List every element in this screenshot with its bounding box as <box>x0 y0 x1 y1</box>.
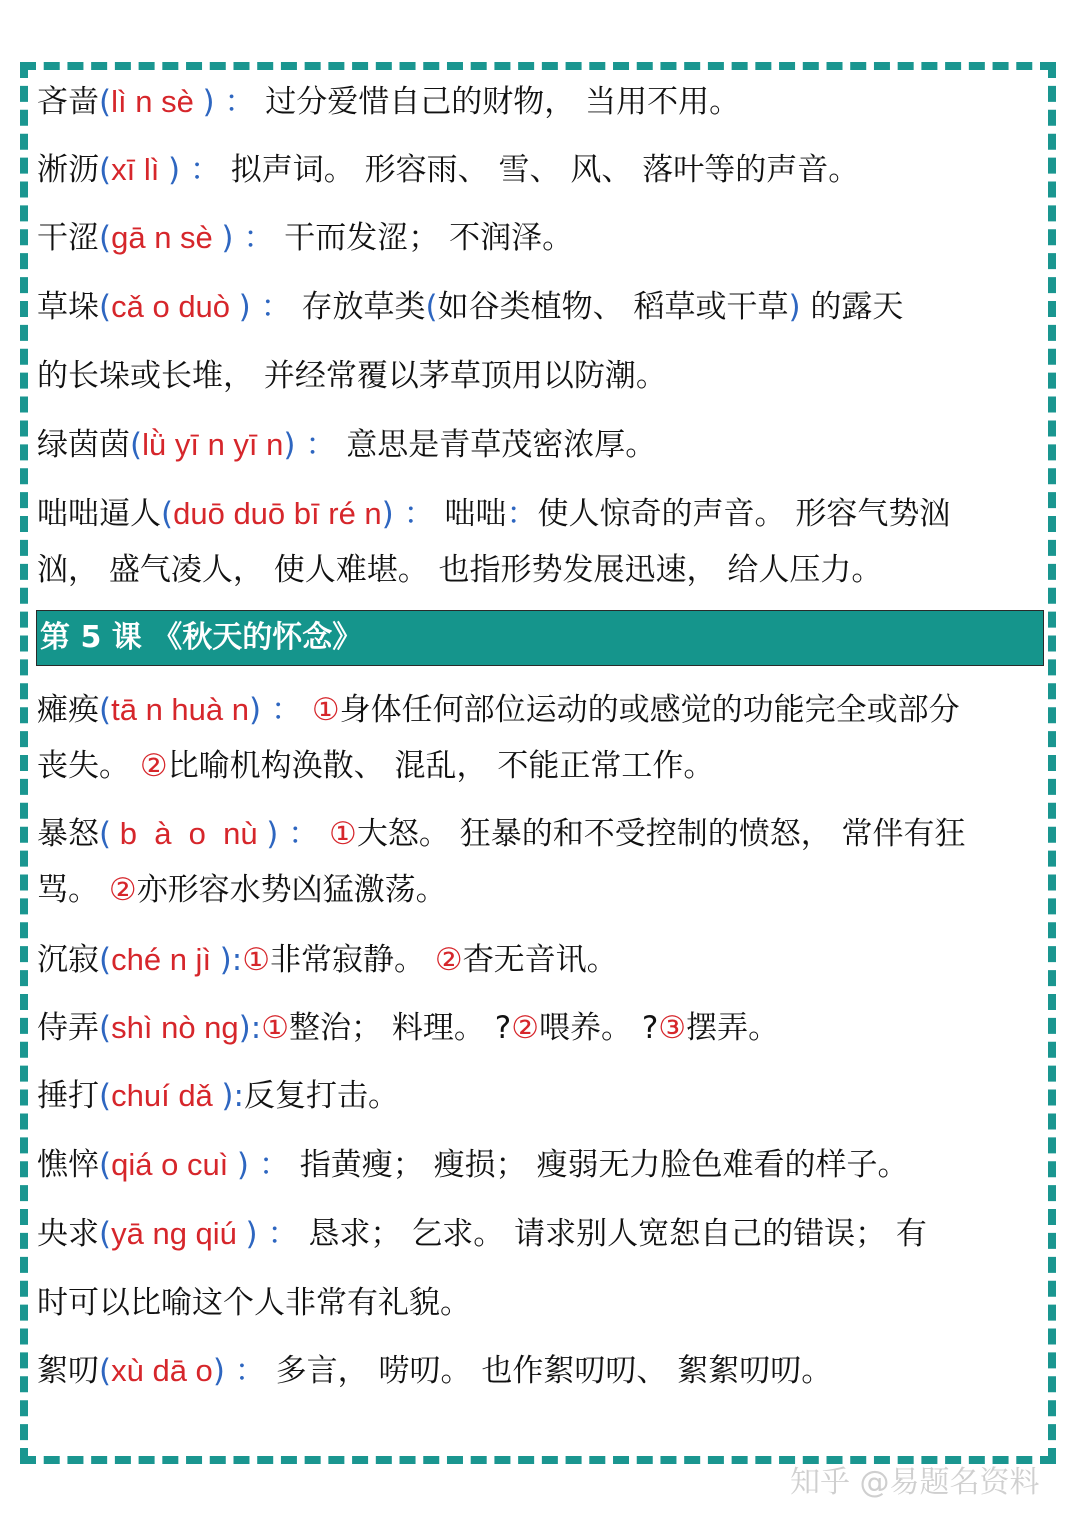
colon: ： <box>278 816 320 852</box>
pinyin: b à o nù <box>111 816 267 851</box>
pinyin: yā ng qiú <box>111 1216 246 1251</box>
paren-open: ( <box>99 1078 112 1114</box>
term: 沉寂 <box>37 942 99 978</box>
sense-text: 喂养。 ? <box>538 1010 659 1046</box>
colon: : <box>233 1078 244 1114</box>
entry-baonu-continuation <box>37 870 447 910</box>
term: 侍弄 <box>37 1010 99 1046</box>
sense-text: 整治； 料理。 ? <box>289 1010 512 1046</box>
pinyin: duō duō bī ré n <box>173 496 382 531</box>
pinyin: xù dā o <box>111 1353 213 1388</box>
definition-paren-close: ) <box>788 289 801 325</box>
term: 暴怒 <box>37 816 99 852</box>
term: 吝啬 <box>37 84 99 120</box>
term: 咄咄逼人 <box>37 496 161 532</box>
term: 草垛 <box>37 289 99 325</box>
paren-close: ) <box>381 496 394 532</box>
colon: ： <box>249 1147 290 1183</box>
paren-close: ) <box>219 942 232 978</box>
paren-open: ( <box>99 1353 112 1389</box>
lesson-heading: 第 5 课 《秋天的怀念》 <box>40 620 363 655</box>
sense-marker: ② <box>511 1010 539 1046</box>
colon: ： <box>233 220 275 256</box>
paren-close: ) <box>283 427 296 463</box>
definition-b: 使人惊奇的声音。 形容气势汹 <box>537 496 951 532</box>
paren-open: ( <box>99 1010 112 1046</box>
colon: ： <box>261 692 302 728</box>
definition: 过分爱惜自己的财物， 当用不用。 <box>265 84 741 120</box>
entry-chenji <box>37 940 618 980</box>
definition: 指黄瘦； 瘦损； 瘦弱无力脸色难看的样子。 <box>299 1147 909 1183</box>
sense-text: 丧失。 <box>37 748 140 784</box>
definition: 恳求； 乞求。 请求别人宽恕自己的错误； 有 <box>308 1216 927 1252</box>
pinyin: qiá o cuì <box>111 1147 237 1182</box>
paren-open: ( <box>99 942 112 978</box>
pinyin: ché n jì <box>111 942 220 977</box>
term: 淅沥 <box>37 152 99 188</box>
paren-close: ) <box>167 152 181 188</box>
definition-colon: ： <box>506 496 538 532</box>
watermark: 知乎 @易题名资料 <box>790 1465 1040 1500</box>
paren-open: ( <box>130 427 143 463</box>
colon: ： <box>295 427 337 463</box>
definition: 反复打击。 <box>243 1078 399 1114</box>
definition: 多言， 唠叨。 也作絮叨叨、 絮絮叨叨。 <box>275 1353 833 1389</box>
sense-text: 杳无音讯。 <box>462 942 618 978</box>
colon: ： <box>250 289 292 325</box>
paren-close: ) <box>202 84 215 120</box>
term: 瘫痪 <box>37 692 99 728</box>
sense-marker: ③ <box>658 1010 687 1046</box>
sense-text: 亦形容水势凶猛激荡。 <box>136 872 447 908</box>
definition-paren-open: ( <box>425 289 438 325</box>
colon: ： <box>180 152 221 188</box>
paren-open: ( <box>99 152 112 188</box>
paren-close: ) <box>266 816 279 852</box>
colon: : <box>231 942 243 978</box>
paren-open: ( <box>99 220 112 256</box>
paren-close: ) <box>221 220 234 256</box>
entry-tanhuan-continuation <box>37 746 714 786</box>
sense-marker: ② <box>108 872 137 908</box>
paren-open: ( <box>99 84 112 120</box>
definition-a: 咄咄 <box>444 496 507 532</box>
pinyin: shì nò ng <box>111 1010 239 1045</box>
lesson-heading-bar <box>36 610 1044 666</box>
colon: ： <box>224 1353 266 1389</box>
sense-marker: ② <box>434 942 463 978</box>
entry-tanhuan <box>37 690 960 730</box>
definition-b: 如谷类植物、 稻草或干草 <box>437 289 789 325</box>
paren-close: ) <box>212 1353 225 1389</box>
sense-marker: ① <box>329 816 357 852</box>
definition-a: 存放草类 <box>301 289 426 325</box>
sense-text: 比喻机构涣散、 混乱， 不能正常工作。 <box>167 748 715 784</box>
term: 憔悴 <box>37 1147 99 1183</box>
paren-open: ( <box>99 1147 112 1183</box>
definition: 拟声词。 形容雨、 雪、 风、 落叶等的声音。 <box>230 152 860 188</box>
paren-close: ) <box>238 289 251 325</box>
entry-duoduobiren-continuation: 汹， 盛气凌人， 使人难堪。 也指形势发展迅速， 给人压力。 <box>37 552 883 588</box>
pinyin: lǜ yī n yī n <box>142 427 284 462</box>
term: 捶打 <box>37 1078 99 1114</box>
paren-close: ) <box>245 1216 258 1252</box>
paren-close: ) <box>236 1147 250 1183</box>
entry-baonu <box>37 814 966 854</box>
sense-text: 骂。 <box>37 872 109 908</box>
paren-open: ( <box>99 1216 112 1252</box>
pinyin: cǎ o duò <box>111 289 239 324</box>
colon: ： <box>214 84 256 120</box>
paren-open: ( <box>99 289 112 325</box>
definition: 意思是青草茂密浓厚。 <box>346 427 657 463</box>
entry-linse <box>37 82 740 122</box>
entry-shinong <box>37 1008 779 1048</box>
sense-marker: ② <box>139 748 168 784</box>
definition-c: 的露天 <box>800 289 904 325</box>
sense-marker: ① <box>242 942 271 978</box>
paren-open: ( <box>99 692 112 728</box>
paren-close: ) <box>221 1078 234 1114</box>
term: 绿茵茵 <box>37 427 130 463</box>
pinyin: xī lì <box>111 152 168 187</box>
paren-close: ) <box>249 692 262 728</box>
entry-xili <box>37 150 859 190</box>
paren-open: ( <box>161 496 174 532</box>
entry-xudao <box>37 1351 832 1391</box>
sense-text: 非常寂静。 <box>270 942 435 978</box>
sense-text: 大怒。 狂暴的和不受控制的愤怒， 常伴有狂 <box>356 816 966 852</box>
colon: ： <box>393 496 435 532</box>
paren-open: ( <box>99 816 112 852</box>
colon: ： <box>257 1216 299 1252</box>
pinyin: tā n huà n <box>111 692 250 727</box>
sense-text: 摆弄。 <box>686 1010 780 1046</box>
pinyin: gā n sè <box>111 220 222 255</box>
colon: : <box>250 1010 262 1046</box>
entry-yangqiu <box>37 1214 927 1254</box>
pinyin: chuí dǎ <box>111 1078 222 1113</box>
sense-marker: ① <box>261 1010 290 1046</box>
entry-caoduo <box>37 287 903 327</box>
entry-caoduo-continuation: 的长垛或长堆， 并经常覆以茅草顶用以防潮。 <box>37 358 667 394</box>
sense-marker: ① <box>311 692 340 728</box>
entry-ganse <box>37 218 573 258</box>
term: 央求 <box>37 1216 99 1252</box>
definition: 干而发涩； 不润泽。 <box>284 220 574 256</box>
paren-close: ) <box>238 1010 251 1046</box>
term: 干涩 <box>37 220 99 256</box>
entry-qiaocui <box>37 1145 908 1185</box>
entry-chuida <box>37 1076 399 1116</box>
term: 絮叨 <box>37 1353 99 1389</box>
entry-lvyinyin <box>37 425 656 465</box>
pinyin: lì n sè <box>111 84 203 119</box>
entry-duoduobiren <box>37 494 950 534</box>
entry-yangqiu-continuation: 时可以比喻这个人非常有礼貌。 <box>37 1285 471 1321</box>
sense-text: 身体任何部位运动的或感觉的功能完全或部分 <box>339 692 960 728</box>
